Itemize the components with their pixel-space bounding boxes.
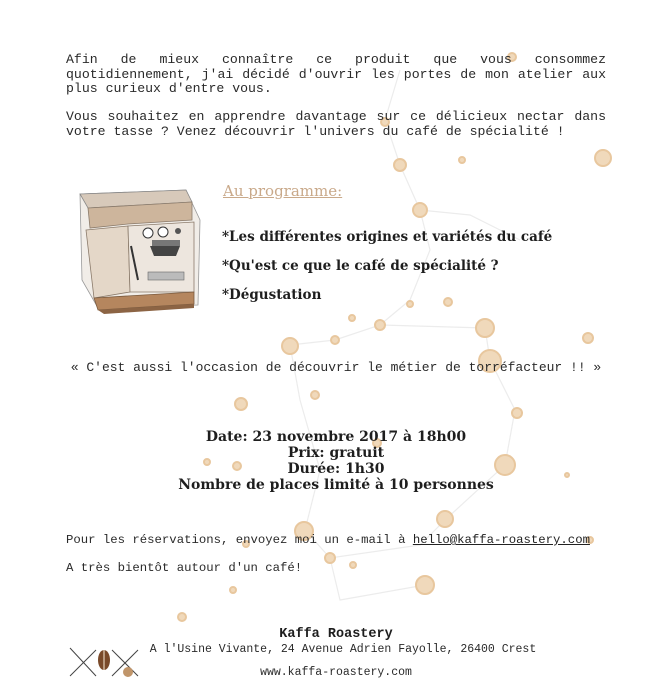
email-link[interactable]: hello@kaffa-roastery.com [412,533,590,547]
event-price: Prix: gratuit [287,445,385,461]
program-item-origins: *Les différentes origines et variétés du café [222,229,553,245]
program-title: Au programme: [223,182,343,200]
intro-paragraph-2: Vous souhaitez en apprendre davantage sur ce délicieux nectar dans votre tasse ? Venez découvrir l'univers du café de spécialité ! [66,109,606,139]
intro-paragraph-1: Afin de mieux connaître ce produit que vous consommez quotidiennement, j'ai décidé d'ouvrir les portes de mon atelier aux plus curieux d'entre vous. [66,52,606,96]
brand-address: A l'Usine Vivante, 24 Avenue Adrien Fayolle, 26400 Crest [149,643,537,656]
event-date: Date: 23 novembre 2017 à 18h00 [205,429,467,445]
event-duration: Durée: 1h30 [287,461,385,477]
program-item-specialty: *Qu'est ce que le café de spécialité ? [222,258,499,274]
program-item-tasting: *Dégustation [222,287,322,303]
closing-line: A très bientôt autour d'un café! [66,561,303,575]
quote-text: « C'est aussi l'occasion de découvrir le métier de torréfacteur !! » [70,360,602,375]
brand-website[interactable]: www.kaffa-roastery.com [260,666,412,679]
event-places: Nombre de places limité à 10 personnes [178,477,494,493]
reservation-line [66,533,590,547]
espresso-machine-illustration [68,180,208,325]
brand-name: Kaffa Roastery [279,627,393,642]
reservation-text: Pour les réservations, envoyez moi un e-mail à [66,533,413,547]
